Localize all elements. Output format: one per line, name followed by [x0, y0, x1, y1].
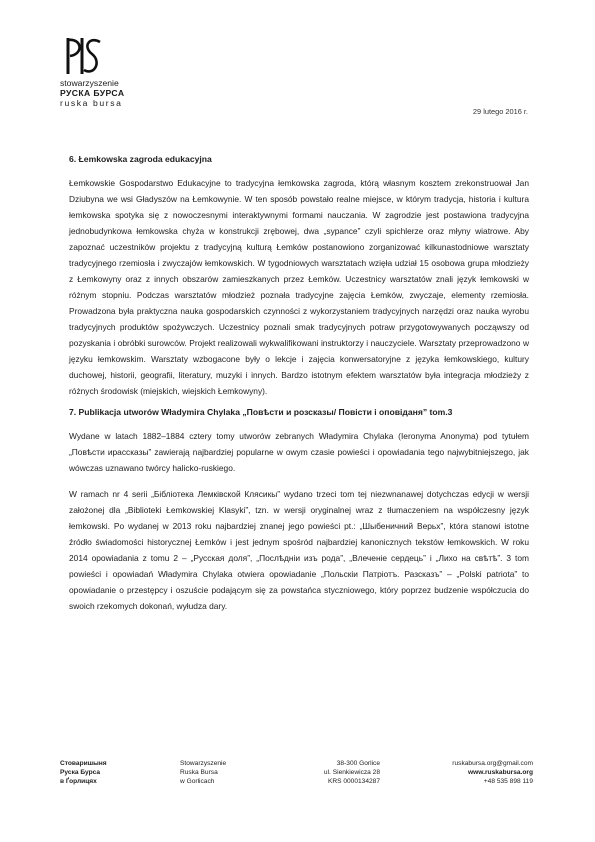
footer-line: w Gorlicach [180, 777, 215, 785]
organization-logo [60, 34, 150, 108]
footer-line: KRS 0000134287 [327, 777, 380, 785]
footer-line: 38-300 Gorlice [336, 760, 380, 767]
logo-line-ruska-bursa: ruska bursa [60, 98, 123, 108]
footer-line: ul. Sienkiewicza 28 [323, 768, 380, 776]
footer-line: Stowarzyszenie [180, 760, 227, 767]
footer-address [285, 760, 380, 786]
footer-polish-name [180, 760, 226, 786]
footer-line: Ruska Bursa [180, 768, 218, 776]
footer-line: Стоваришыня [60, 760, 107, 767]
section-7-title: 7. Publikacja utworów Władymira Chylaka „Повѣсти и розсказы/ Повісти і оповіданя” tom.3 [69, 407, 453, 417]
section-7-paragraph-2: W ramach nr 4 serii „Бібліотека Лемківской Клясикы” wydano trzeci tom tej niezwnanawej dotychczas edycji w wersji założonej dla „Biblioteki Łemkowskiej Klasyki”, tzn. w wersji oryginalnej wraz z tłumaczeniem na współczesny język łemkowski. Po wydanej w 2013 roku najbardziej znanej jego powieści pt.: „Шыбеничний Верьх”, która stanowi istotne źródło świadomości historycznej Łemków i jest jednym spośród najbardziej kanonicznych tekstów łemkowskich. W roku 2014 opowiadania z tomu 2 – „Русская доля”, „Послѣднiи изъ рода”, „Влеченіе сердець” i „Лихо на свѣтѣ”. 3 tom powieści i opowiadań Władymira Chylaka otwiera opowiadanie „Польскiи Патріотъ. Разсказъ” – „Polski patriota” to opowiadanie o przestępcy i oszuście podającym się za powstańca styczniowego, który poprzez budzenie współczucia do swoich rzekomych dokonań, wyłudza dary. [69, 489, 529, 611]
footer-contact [452, 760, 533, 786]
logo-line-cyrillic: РУСКА БУРСА [60, 88, 125, 98]
footer-cyrillic-name [60, 760, 107, 786]
footer-line: в Ґорлицях [60, 777, 97, 785]
footer-phone: +48 535 898 119 [483, 777, 533, 785]
footer-email-link[interactable]: ruskabursa.org@gmail.com [452, 760, 533, 767]
logo-line-stowarzyszenie: stowarzyszenie [60, 78, 119, 88]
section-6-title: 6. Łemkowska zagroda edukacyjna [69, 154, 212, 164]
section-7-paragraph-1: Wydane w latach 1882–1884 cztery tomy utworów zebranych Władymira Chylaka (Ieronyma Anonyma) pod tytułem „Повѣсти ирассказы” zawierają najbardziej popularne w owym czasie powieści i opowiadania tego najwybitniejszego, jak wówczas uznawano twórcy halicko-ruskiego. [69, 431, 529, 473]
footer-line: Руска Бурса [60, 768, 101, 776]
section-6-paragraph: Łemkowskie Gospodarstwo Edukacyjne to tradycyjna łemkowska zagroda, którą własnym kosztem zrekonstruował Jan Dziubyna we wsi Gładyszów na Łemkowynie. W ten sposób powstało realne miejsce, w którym tradycja, historia i kultura łemkowska spotyka się z nowoczesnymi interaktywnymi formami nauczania. W zagrodzie jest postawiona tradycyjna jednobudynkowa łemkowska chyża w konstrukcji zrębowej, dwa „sypance” czyli spichlerze oraz młyny wiatrowe. Aby zapoznać uczestników projektu z tradycyjną kulturą Łemków postanowiono zorganizować kilkunastodniowe warsztaty tradycyjnego rzemiosła i zwyczajów łemkowskich. W tygodniowych warsztatach wzięła udział 15 osobowa grupa młodzieży z Łemkowyny oraz z innych obszarów zamieszkanych przez Łemków. Uczestnicy warsztatów znali język łemkowski w różnym stopniu. Podczas warsztatów młodzież poznała tradycyjne zajęcia Łemków, zwyczaje, elementy rzemiosła. Prowadzona była praktyczna nauka gospodarskich czynności z wykorzystaniem tradycyjnych narzędzi oraz nauka wyrobu tradycyjnych produktów spożywczych. Uczestnicy poznali smak tradycyjnych potraw przygotowywanych począwszy od pozyskania i obróbki surowców. Projekt realizowali wykwalifikowani instruktorzy i nauczyciele. Warsztaty przeprowadzono w języku łemkowskim. Warsztaty wzbogacone były o lekcje i zajęcia konwersatoryjne z języka łemkowskiego, kultury duchowej, historii, geografii, literatury, muzyki i innych. Bardzo istotnym efektem warsztatów była integracja młodzieży z różnych środowisk (miejskich, wiejskich Łemkowyny). [69, 178, 529, 396]
rb-monogram-icon [60, 34, 104, 78]
document-body [69, 152, 529, 614]
document-date: 29 lutego 2016 r. [472, 107, 528, 116]
footer-website-link[interactable]: www.ruskabursa.org [468, 768, 533, 776]
